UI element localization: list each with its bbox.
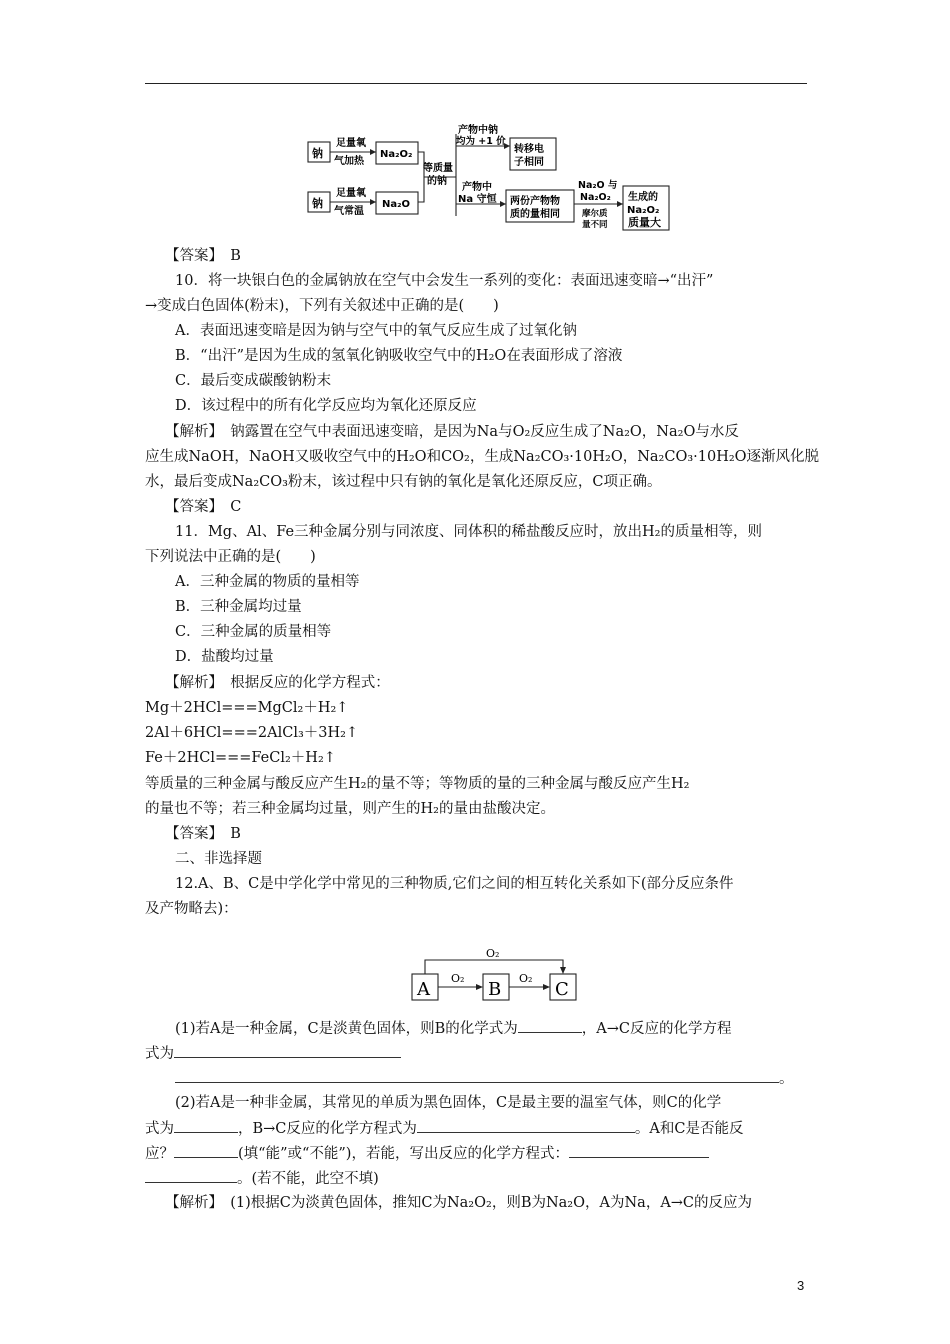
flow-final-1: 生成的 <box>628 192 658 203</box>
flow-cond-bottom-2: 气常温 <box>334 206 364 217</box>
q12-part2-line3 <box>145 1143 709 1164</box>
flow-cmp-4: 量不同 <box>582 220 608 230</box>
q11-answer: 【答案】 B <box>165 826 241 842</box>
flow-cond-top-2: 气加热 <box>334 156 364 167</box>
label-o2-ab: O₂ <box>451 972 465 985</box>
q12-part1-text-b: ，A→C反应的化学方程 <box>581 1021 732 1037</box>
q12-part2-line1: (2)若A是一种非金属，其常见的单质为黑色固体，C是最主要的温室气体，则C的化学 <box>175 1095 722 1111</box>
q11-analysis-3: 的量也不等；若三种金属均过量，则产生的H₂的量由盐酸决定。 <box>145 801 555 817</box>
blank-a-to-c-equation[interactable] <box>174 1043 401 1058</box>
label-o2-bc: O₂ <box>519 972 533 985</box>
flow-na2o: Na₂O <box>382 199 410 210</box>
q12-part1-line1 <box>175 1018 731 1039</box>
flow-na-top: 钠 <box>312 147 323 160</box>
q10-option-c: C．最后变成碳酸钠粉末 <box>175 373 332 389</box>
q11-option-c: C．三种金属的质量相等 <box>175 624 332 640</box>
q10-option-a: A．表面迅速变暗是因为钠与空气中的氧气反应生成了过氧化钠 <box>175 323 577 339</box>
blank-c-formula[interactable] <box>174 1118 238 1133</box>
flow-mid-2: 的钠 <box>427 176 447 187</box>
flow-res-mid-2: 质的量相同 <box>510 209 560 220</box>
q11-analysis-1: 【解析】 根据反应的化学方程式： <box>165 675 390 691</box>
flow-na2o2: Na₂O₂ <box>380 149 413 160</box>
q12-part2-line4 <box>145 1168 379 1189</box>
flow-final-2: Na₂O₂ <box>627 205 660 216</box>
flow-cond-bottom-1: 足量氧 <box>336 188 366 199</box>
q12-analysis: 【解析】 (1)根据C为淡黄色固体，推知C为Na₂O₂，则B为Na₂O，A为Na，A→C的反应为 <box>165 1195 753 1211</box>
section-title: 二、非选择题 <box>175 851 262 867</box>
q11-equation-1: Mg＋2HCl===MgCl₂＋H₂↑ <box>145 700 349 716</box>
q11-equation-2: 2Al＋6HCl===2AlCl₃＋3H₂↑ <box>145 725 359 741</box>
header-rule <box>145 83 807 84</box>
q12-part1-line3 <box>175 1068 794 1089</box>
blank-b-formula[interactable] <box>518 1018 582 1033</box>
sodium-oxidation-flowchart <box>306 124 676 234</box>
q12-stem-2: 及产物略去)： <box>145 901 238 917</box>
q12-part2-line2 <box>145 1118 743 1139</box>
node-c: C <box>555 979 569 1000</box>
q12-part1-text-a: (1)若A是一种金属，C是淡黄色固体，则B的化学式为 <box>175 1021 518 1037</box>
q12-part1-line2 <box>145 1043 401 1064</box>
blank-can-react[interactable] <box>174 1143 238 1158</box>
flow-cmp-3: 摩尔质 <box>582 209 608 219</box>
q11-equation-3: Fe＋2HCl===FeCl₂＋H₂↑ <box>145 750 336 766</box>
q11-analysis-2: 等质量的三种金属与酸反应产生H₂的量不等；等物质的量的三种金属与酸反应产生H₂ <box>145 776 690 792</box>
q10-option-b: B．“出汗”是因为生成的氢氧化钠吸收空气中的H₂O在表面形成了溶液 <box>175 348 623 364</box>
flow-cmp-1: Na₂O 与 <box>578 180 618 191</box>
flow-res-top-2: 子相同 <box>514 157 544 168</box>
q10-stem-1: 10．将一块银白色的金属钠放在空气中会发生一系列的变化：表面迅速变暗→“出汗” <box>175 273 714 289</box>
node-b: B <box>488 979 502 1000</box>
q10-analysis-3: 水，最后变成Na₂CO₃粉末，该过程中只有钠的氧化是氧化还原反应，C项正确。 <box>145 474 662 490</box>
q12-part2-text-d: 应？ <box>145 1146 174 1162</box>
q12-part2-text-a: 式为 <box>145 1121 174 1137</box>
q10-analysis-2: 应生成NaOH，NaOH又吸收空气中的H₂O和CO₂，生成Na₂CO₃·10H₂O，Na₂CO₃·10H₂O逐渐风化脱 <box>145 449 820 465</box>
q11-option-d: D．盐酸均过量 <box>175 649 274 665</box>
q10-analysis-1: 【解析】 钠露置在空气中表面迅速变暗，是因为Na与O₂反应生成了Na₂O，Na₂O与水反 <box>165 424 739 440</box>
q12-part2-end: 。(若不能，此空不填) <box>237 1171 379 1187</box>
q11-stem-2: 下列说法中正确的是( ) <box>145 549 316 565</box>
q11-stem-1: 11．Mg、Al、Fe三种金属分别与同浓度、同体积的稀盐酸反应时，放出H₂的质量相等，则 <box>175 524 762 540</box>
q9-answer: 【答案】 B <box>165 248 241 264</box>
flow-up-2: 均为 +1 价 <box>456 136 506 147</box>
flow-na-bottom: 钠 <box>312 197 323 210</box>
abc-conversion-diagram <box>410 948 580 1008</box>
q10-answer: 【答案】 C <box>165 499 242 515</box>
q10-option-d: D．该过程中的所有化学反应均为氧化还原反应 <box>175 398 477 414</box>
blank-b-to-c-equation[interactable] <box>417 1118 635 1133</box>
q12-part1-end: 。 <box>779 1071 794 1087</box>
blank-a-c-equation-cont[interactable] <box>145 1168 237 1183</box>
flow-cond-top-1: 足量氧 <box>336 138 366 149</box>
blank-a-to-c-equation-cont[interactable] <box>175 1068 779 1083</box>
flow-res-top-1: 转移电 <box>514 144 544 155</box>
q12-part2-text-b: ，B→C反应的化学方程式为 <box>238 1121 417 1137</box>
flow-down-2: Na 守恒 <box>458 194 497 205</box>
q12-part2-text-c: 。A和C是否能反 <box>634 1121 744 1137</box>
label-o2-top: O₂ <box>486 948 500 960</box>
blank-a-c-equation[interactable] <box>569 1143 709 1158</box>
flow-up-1: 产物中钠 <box>458 125 498 136</box>
node-a: A <box>417 979 430 1000</box>
flow-mid-1: 等质量 <box>423 163 453 174</box>
q12-part2-text-e: (填“能”或“不能”)，若能，写出反应的化学方程式： <box>238 1146 569 1162</box>
q11-option-a: A．三种金属的物质的量相等 <box>175 574 360 590</box>
flow-cmp-2: Na₂O₂ <box>580 192 611 203</box>
q12-part1-text-c: 式为 <box>145 1046 174 1062</box>
q12-stem-1: 12.A、B、C是中学化学中常见的三种物质,它们之间的相互转化关系如下(部分反应条件 <box>175 876 734 892</box>
page-number: 3 <box>797 1278 805 1293</box>
flow-final-3: 质量大 <box>628 216 661 229</box>
q11-option-b: B．三种金属均过量 <box>175 599 302 615</box>
flow-res-mid-1: 两份产物物 <box>510 196 560 207</box>
q10-stem-2: →变成白色固体(粉末)，下列有关叙述中正确的是( ) <box>145 298 499 314</box>
flow-down-1: 产物中 <box>462 182 492 193</box>
